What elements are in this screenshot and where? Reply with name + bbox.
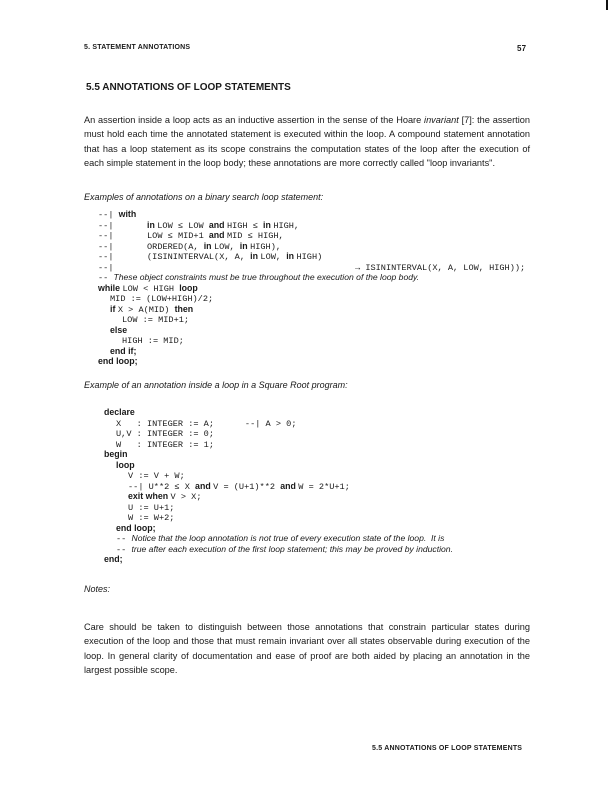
comment-text: true after each execution of the first loop statement; this may be proved by induction. bbox=[131, 543, 453, 554]
keyword: with bbox=[118, 209, 137, 219]
keyword: while bbox=[98, 282, 123, 293]
caption-square-root: Example of an annotation inside a loop in a Square Root program: bbox=[84, 380, 348, 390]
code-line bbox=[104, 449, 127, 459]
code-text: V := V + W; bbox=[128, 471, 185, 481]
code-text: ORDERED(A, bbox=[147, 241, 204, 252]
code-text: -- bbox=[98, 273, 114, 283]
code-text: HIGH) bbox=[296, 252, 323, 262]
code-line bbox=[110, 293, 213, 304]
keyword: then bbox=[174, 303, 194, 314]
code-text: --| bbox=[98, 220, 114, 231]
keyword: in bbox=[263, 219, 274, 230]
keyword: in bbox=[286, 251, 297, 261]
code-line bbox=[98, 230, 113, 241]
keyword: in bbox=[250, 251, 261, 261]
code-line bbox=[116, 460, 135, 470]
code-line-continuation bbox=[147, 251, 322, 262]
comment-text: These object constraints must be true throughout the execution of the loop body. bbox=[113, 272, 420, 282]
scan-mark bbox=[606, 0, 608, 10]
code-text: W : INTEGER := 1; bbox=[116, 439, 214, 450]
code-text: LOW := MID+1; bbox=[122, 315, 190, 325]
footer-title: 5.5 ANNOTATIONS OF LOOP STATEMENTS bbox=[372, 745, 523, 752]
code-text: LOW ≤ LOW bbox=[157, 220, 209, 231]
code-text: --| U**2 ≤ X bbox=[128, 481, 196, 492]
keyword: and bbox=[208, 230, 227, 240]
code-text: HIGH), bbox=[250, 241, 282, 252]
code-text: MID ≤ HIGH, bbox=[226, 231, 284, 241]
code-text: HIGH := MID; bbox=[122, 336, 184, 346]
code-text: --| bbox=[98, 210, 119, 220]
paragraph-1-text: An assertion inside a loop acts as an inductive assertion in the sense of the Hoare bbox=[84, 115, 425, 125]
code-line bbox=[98, 283, 198, 294]
code-line bbox=[116, 523, 156, 533]
keyword: begin bbox=[104, 449, 128, 459]
code-line-continuation bbox=[355, 262, 525, 273]
code-text: V = (U+1)**2 bbox=[213, 481, 281, 492]
code-text: --| bbox=[98, 252, 114, 262]
code-line bbox=[98, 209, 136, 220]
code-text: U,V : INTEGER := 0; bbox=[116, 429, 214, 439]
keyword: in bbox=[239, 240, 251, 251]
code-text: LOW, bbox=[214, 241, 240, 252]
code-text: V > X; bbox=[170, 492, 202, 502]
keyword: end if; bbox=[110, 345, 137, 356]
keyword: exit when bbox=[128, 491, 171, 501]
code-text: MID := (LOW+HIGH)/2; bbox=[110, 294, 214, 304]
code-line-continuation bbox=[147, 241, 281, 252]
notes-label: Notes: bbox=[84, 584, 111, 594]
code-text: -- bbox=[116, 544, 132, 555]
code-line bbox=[110, 304, 193, 315]
code-text: LOW ≤ MID+1 bbox=[147, 231, 209, 241]
paragraph-1-text-rest: [7]: the assertion must hold each time the annotated statement is executed within the loop. A compound statement annotation that has a loop statement as its scope constrains the computation states of the loop after the execution of each simple statement in the loop body; these annotations are more correctly called "loop invariants". bbox=[84, 115, 530, 169]
code-text: --| bbox=[98, 231, 114, 241]
code-line bbox=[116, 533, 444, 544]
code-text: LOW < HIGH bbox=[122, 283, 180, 294]
code-line bbox=[98, 220, 113, 231]
code-line bbox=[98, 272, 419, 283]
running-title: 5. STATEMENT ANNOTATIONS bbox=[84, 44, 191, 51]
code-line bbox=[116, 418, 297, 429]
code-line bbox=[110, 346, 136, 356]
code-line bbox=[98, 241, 113, 252]
code-text: X : INTEGER := A; --| A > 0; bbox=[116, 418, 297, 429]
keyword: and bbox=[195, 480, 214, 491]
code-text: LOW, bbox=[260, 252, 287, 262]
code-text: -- bbox=[116, 534, 132, 544]
code-line bbox=[128, 491, 201, 502]
keyword: declare bbox=[104, 407, 135, 417]
page-number: 57 bbox=[517, 44, 527, 53]
code-text: W = 2*U+1; bbox=[298, 481, 350, 492]
code-line bbox=[98, 356, 138, 366]
keyword: and bbox=[208, 219, 227, 230]
code-line bbox=[128, 502, 174, 513]
keyword: in bbox=[147, 219, 158, 230]
code-line bbox=[98, 262, 113, 273]
code-line bbox=[116, 544, 453, 555]
keyword: in bbox=[203, 240, 214, 251]
code-text: HIGH, bbox=[273, 220, 300, 231]
keyword: end loop; bbox=[98, 356, 138, 366]
keyword: loop bbox=[179, 282, 198, 293]
code-line bbox=[116, 428, 214, 439]
code-text: → ISININTERVAL(X, A, LOW, HIGH)); bbox=[355, 262, 526, 273]
code-line bbox=[104, 407, 135, 417]
code-text: HIGH ≤ bbox=[226, 220, 264, 231]
code-text: X > A(MID) bbox=[117, 304, 175, 315]
code-text: --| bbox=[98, 241, 114, 252]
code-text: U := U+1; bbox=[128, 502, 175, 513]
code-line bbox=[104, 554, 123, 564]
keyword: if bbox=[110, 303, 118, 314]
code-text: W := W+2; bbox=[128, 513, 175, 523]
code-line bbox=[98, 251, 113, 262]
code-line bbox=[110, 325, 127, 335]
code-text: (ISININTERVAL(X, A, bbox=[147, 252, 251, 262]
keyword: loop bbox=[116, 459, 135, 470]
comment-text: Notice that the loop annotation is not true of every execution state of the loop. It is bbox=[131, 533, 445, 543]
code-line-continuation bbox=[147, 220, 299, 231]
code-line bbox=[128, 512, 174, 523]
paragraph-2: Care should be taken to distinguish between those annotations that constrain particular states during execution of the loop and those that must remain invariant over all states observable during execution of the loop. In general clarity of documentation and ease of proof are both aided by placing an annotation in the largest possible scope. bbox=[84, 622, 530, 676]
code-line-continuation bbox=[147, 230, 284, 241]
code-line bbox=[122, 314, 189, 325]
paragraph-1 bbox=[84, 113, 530, 171]
keyword: else bbox=[110, 324, 128, 335]
code-line bbox=[122, 335, 184, 346]
code-line bbox=[128, 470, 185, 481]
code-line bbox=[116, 439, 214, 450]
paragraph-1-term: invariant bbox=[424, 115, 459, 125]
caption-binary-search: Examples of annotations on a binary search loop statement: bbox=[84, 192, 324, 202]
keyword: end loop; bbox=[116, 522, 156, 533]
keyword: and bbox=[280, 480, 299, 491]
code-text: --| bbox=[98, 262, 114, 273]
keyword: end; bbox=[104, 554, 123, 564]
code-line bbox=[128, 481, 350, 492]
section-title: 5.5 ANNOTATIONS OF LOOP STATEMENTS bbox=[86, 82, 291, 93]
